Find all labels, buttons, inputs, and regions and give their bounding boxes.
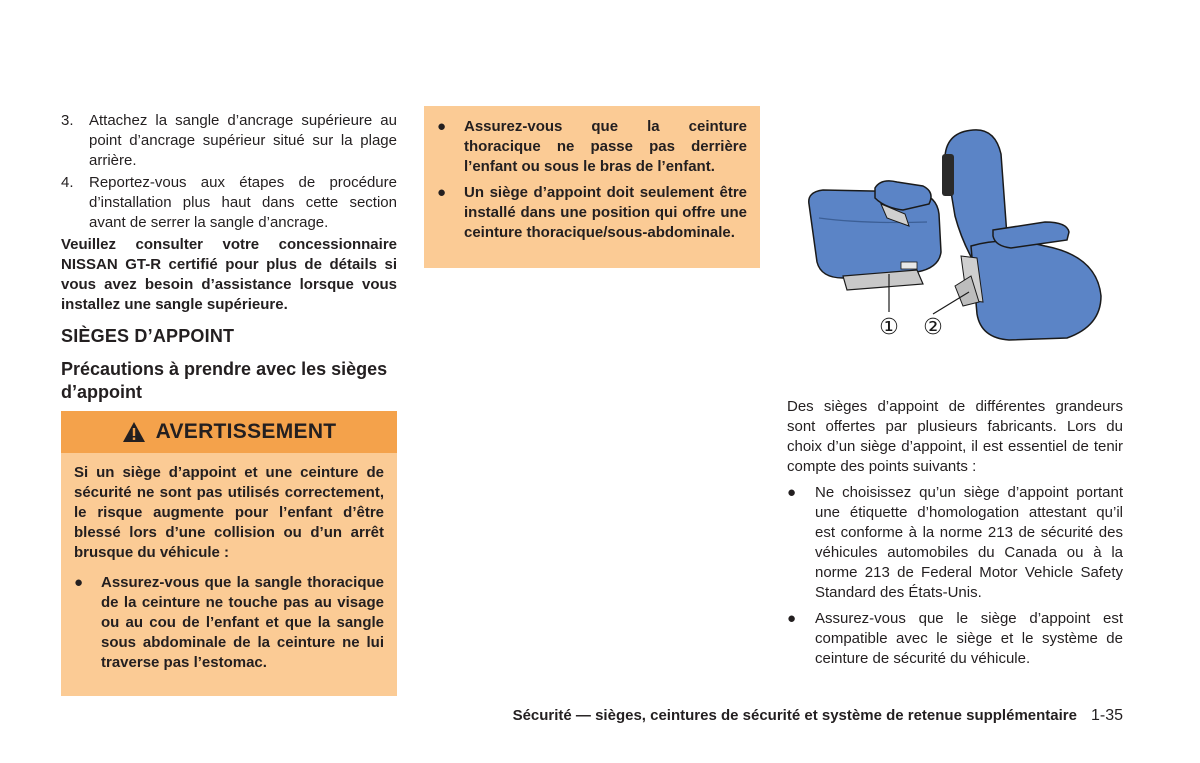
- warning-bullet: [74, 573, 384, 673]
- warning-box: [61, 411, 397, 696]
- sub-heading: Précautions à prendre avec les sièges d’appoint: [61, 359, 388, 402]
- page-number: 1-35: [1090, 707, 1123, 724]
- step-text: Reportez-vous aux étapes de procédure d’installation plus haut dans cette section avant de serrer la sangle d’ancrage.: [89, 174, 397, 231]
- bullet-icon: ●: [437, 118, 447, 135]
- warning-triangle-icon: [122, 421, 146, 443]
- callout-label-1: ①: [879, 315, 899, 340]
- steps-list: [61, 111, 397, 233]
- backless-booster-seat: [809, 181, 941, 290]
- bullet-text: Assurez-vous que le siège d’appoint est compatible avec le siège et le système de ceinture de sécurité du véhicule.: [815, 610, 1123, 667]
- step-text: Attachez la sangle d’ancrage supérieure au point d’ancrage supérieur situé sur la plage arrière.: [89, 112, 397, 169]
- right-intro: Des sièges d’appoint de différentes grandeurs sont offertes par plusieurs fabricants. Lors du choix d’un siège d’appoint, il est essentiel de tenir compte des points suivants :: [787, 398, 1123, 475]
- right-bullet-list: [787, 483, 1123, 669]
- warning-title: AVERTISSEMENT: [155, 420, 337, 443]
- list-item: [787, 483, 1123, 603]
- warning-bullet: [437, 117, 747, 177]
- list-item: [61, 111, 397, 171]
- warning-body: [61, 453, 397, 673]
- step-number: 3.: [61, 112, 74, 129]
- consult-note: Veuillez consulter votre concessionnaire NISSAN GT-R certifié pour plus de détails si vous avez besoin d’assistance lorsque vous installez une sangle supérieure.: [61, 236, 397, 313]
- warning-header: [61, 411, 397, 453]
- bullet-text: Ne choisissez qu’un siège d’appoint portant une étiquette d’homologation attestant qu’il est conforme à la norme 213 de sécurité des véhicules automobiles du Canada ou à la norme 213 de Federal Motor Vehicle Safety Standard des États-Unis.: [815, 484, 1123, 601]
- list-item: [61, 173, 397, 233]
- bullet-text: Assurez-vous que la sangle thoracique de la ceinture ne touche pas au visage ou au cou de l’enfant et que la sangle sous abdominale de la ceinture ne lui traverse pas l’estomac.: [101, 574, 384, 671]
- bullet-icon: ●: [74, 574, 84, 591]
- bullet-icon: ●: [787, 610, 797, 627]
- page-footer: [400, 707, 1123, 725]
- bullet-icon: ●: [437, 184, 447, 201]
- warning-intro: Si un siège d’appoint et une ceinture de sécurité ne sont pas utilisés correctement, le risque augmente pour l’enfant d’être blessé lors d’une collision ou d’un arrêt brusque du véhicule :: [74, 464, 384, 561]
- footer-title: Sécurité — sièges, ceintures de sécurité et système de retenue supplémentaire: [512, 707, 1077, 724]
- bullet-icon: ●: [787, 484, 797, 501]
- warning-bullet: [437, 183, 747, 243]
- callout-label-2: ②: [923, 315, 943, 340]
- step-number: 4.: [61, 174, 74, 191]
- high-back-booster-seat: [942, 130, 1101, 340]
- list-item: [787, 609, 1123, 669]
- booster-seats-illustration: [805, 126, 1105, 344]
- bullet-text: Un siège d’appoint doit seulement être installé dans une position qui offre une ceinture thoracique/sous-abdominale.: [464, 184, 747, 241]
- warning-continued-box: [424, 106, 760, 268]
- section-heading: SIÈGES D’APPOINT: [61, 326, 235, 346]
- bullet-text: Assurez-vous que la ceinture thoracique ne passe pas derrière l’enfant ou sous le bras de l’enfant.: [464, 118, 747, 175]
